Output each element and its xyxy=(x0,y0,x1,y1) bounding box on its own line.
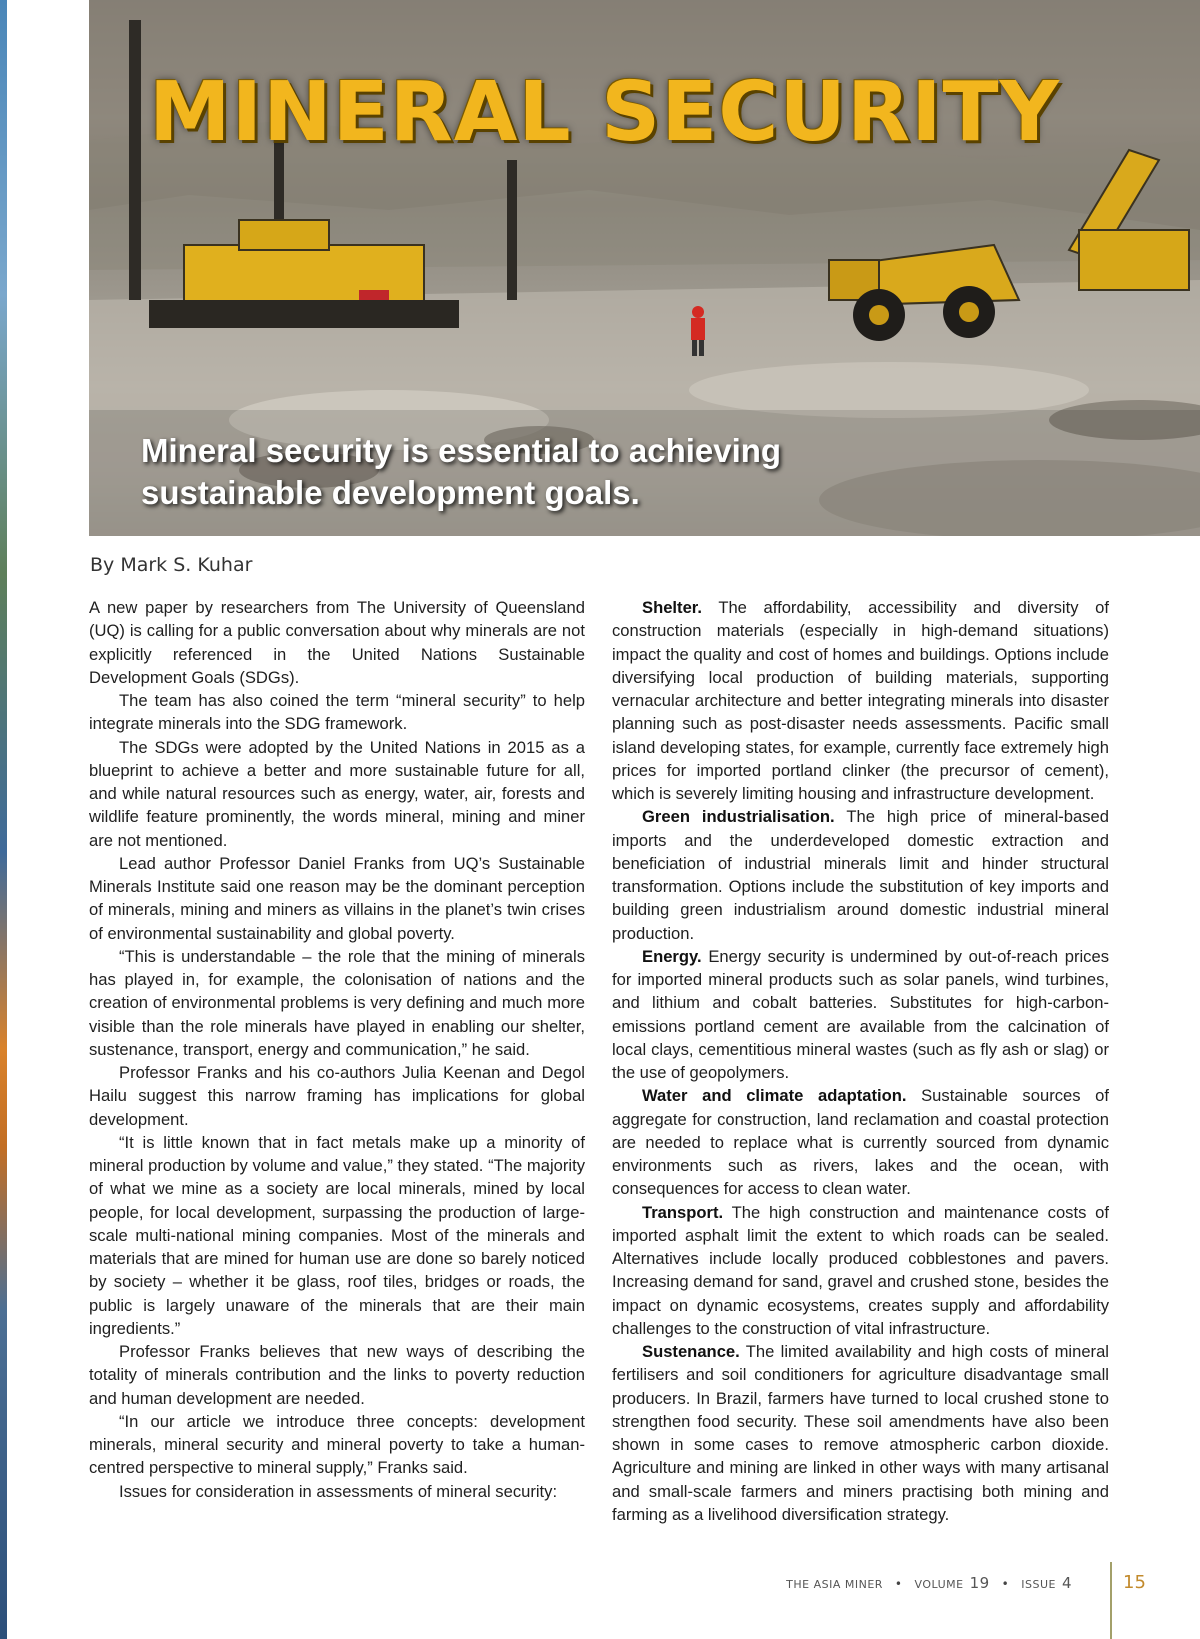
paragraph: Issues for consideration in assessments of mineral security: xyxy=(119,1481,558,1501)
paragraph: The team has also coined the term “mineral security” to help integrate minerals into the SDG framework. xyxy=(89,691,585,734)
paragraph: Professor Franks and his co-authors Julia Keenan and Degol Hailu suggest this narrow framing has implications for global development. xyxy=(89,1063,585,1129)
article-title: MINERAL SECURITY xyxy=(149,65,1060,160)
right-column xyxy=(612,596,1109,1526)
issue-heading: Water and climate adaptation. xyxy=(642,1086,907,1106)
issue-paragraph-transport xyxy=(612,1201,1109,1341)
issue-paragraph-water xyxy=(612,1084,1109,1200)
paragraph: “In our article we introduce three concepts: development minerals, mineral security and mineral poverty to take a human-centred perspective to mineral supply,” Franks said. xyxy=(89,1411,585,1478)
issue-paragraph-green-industrialisation xyxy=(612,805,1109,945)
bullet-separator: • xyxy=(1001,1577,1010,1591)
page-number: 15 xyxy=(1123,1572,1146,1593)
issue-heading: Green industrialisation. xyxy=(642,807,835,827)
paragraph: A new paper by researchers from The University of Queensland (UQ) is calling for a public conversation about why minerals are not explicitly referenced in the United Nations Sustainable Development Goals (SDGs). xyxy=(89,598,585,687)
issue-text: The limited availability and high costs of mineral fertilisers and soil conditioners for agriculture disadvantage small producers. In Brazil, farmers have turned to local crushed stone to strengthen food security. These soil amendments have also been shown in some cases to remove atmospheric carbon dioxide. Agriculture and mining are linked in other ways with many artisanal and small-scale farmers and miners practising both mining and farming as a livelihood diversification strategy. xyxy=(612,1342,1109,1524)
paragraph: Lead author Professor Daniel Franks from UQ’s Sustainable Minerals Institute said one reason may be the dominant perception of minerals, mining and miners as villains in the planet’s twin crises of environmental sustainability and global poverty. xyxy=(89,853,585,943)
paragraph: “This is understandable – the role that the mining of minerals has played in, for example, the colonisation of nations and the creation of environmental problems is very defining and much more visible than the role minerals have played in enabling our shelter, sustenance, transport, energy and communication,” he said. xyxy=(89,946,585,1059)
publication-name: THE ASIA MINER xyxy=(786,1578,883,1591)
issue-paragraph-energy xyxy=(612,945,1109,1085)
issue-text: The high construction and maintenance costs of imported asphalt limit the extent to which roads can be sealed. Alternatives include locally produced cobblestones and pavers. Increasing demand for sand, gravel and crushed stone, besides the impact on dynamic ecosystems, creates supply and affordability challenges to the construction of vital infrastructure. xyxy=(612,1202,1109,1338)
page-edge-strip xyxy=(0,0,7,1639)
bullet-separator: • xyxy=(894,1577,903,1591)
issue-text: The high price of mineral-based imports and the underdeveloped domestic extraction and beneficiation of industrial minerals limit and hinder structural transformation. Options include the substitution of key imports and building green industrialism around domestic industrial mineral production. xyxy=(612,807,1110,943)
paragraph: Professor Franks believes that new ways of describing the totality of minerals contribution and the links to poverty reduction and human development are needed. xyxy=(89,1342,585,1408)
byline: By Mark S. Kuhar xyxy=(90,554,253,576)
issue-text: The affordability, accessibility and diversity of construction materials (especially in high-demand situations) impact the quality and cost of homes and buildings. Options include diversifying local production of building materials, supporting vernacular architecture and better integrating minerals into disaster planning such as post-disaster needs assessments. Pacific small island developing states, for example, currently face extremely high prices for imported portland clinker (the precursor of cement), which is severely limiting housing and infrastructure development. xyxy=(612,598,1109,803)
issue-heading: Shelter. xyxy=(642,598,702,617)
page-footer xyxy=(786,1574,1072,1596)
issue-paragraph-sustenance xyxy=(612,1340,1109,1526)
paragraph: The SDGs were adopted by the United Nations in 2015 as a blueprint to achieve a better and more sustainable future for all, and while natural resources such as energy, water, air, forests and wildlife feature prominently, the words mineral, mining and miner are not mentioned. xyxy=(89,737,585,850)
issue-heading: Energy. xyxy=(642,946,702,966)
issue-paragraph-shelter xyxy=(612,596,1109,805)
issue-heading: Sustenance. xyxy=(642,1342,740,1361)
issue-label: ISSUE xyxy=(1021,1578,1056,1591)
volume-number: 19 xyxy=(969,1574,990,1592)
issue-text: Energy security is undermined by out-of-reach prices for imported mineral products such as solar panels, wind turbines, and lithium and cobalt batteries. Substitutes for high-carbon-emissions portland cement are available from the calcination of local clays, cementitious mineral wastes (such as fly ash or slag) or the use of geopolymers. xyxy=(612,946,1109,1082)
left-column xyxy=(89,596,585,1503)
article-subtitle: Mineral security is essential to achieving sustainable development goals. xyxy=(141,432,782,511)
issue-heading: Transport. xyxy=(642,1202,724,1222)
paragraph: “It is little known that in fact metals make up a minority of mineral production by volume and value,” they stated. “The majority of what we mine as a society are local minerals, mined by local people, for local development, surpassing the production of large-scale multi-national mining companies. Most of the minerals and materials that are mined for human use are done so barely noticed by society – whether it be glass, roof tiles, bridges or roads, the public is largely unaware of the minerals that are their main ingredients.” xyxy=(89,1132,585,1338)
hero-photo xyxy=(89,0,1200,536)
issue-text: Sustainable sources of aggregate for construction, land reclamation and coastal protection are needed to replace what is currently sourced from dynamic environments such as rivers, lakes and the ocean, with consequences for access to clean water. xyxy=(612,1086,1109,1199)
footer-divider xyxy=(1110,1562,1112,1639)
issue-number: 4 xyxy=(1061,1574,1072,1592)
volume-label: VOLUME xyxy=(914,1578,964,1591)
